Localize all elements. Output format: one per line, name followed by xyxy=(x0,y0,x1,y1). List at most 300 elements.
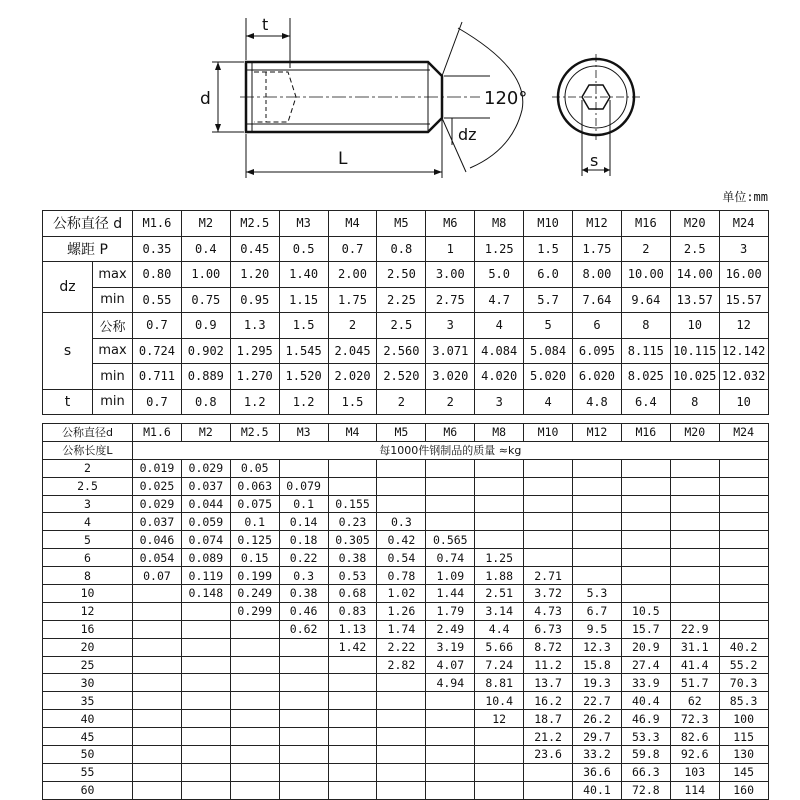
mass-value xyxy=(573,459,622,477)
mass-value: 0.037 xyxy=(181,477,230,495)
spec-cell: 0.5 xyxy=(279,236,328,262)
mass-value: 1.26 xyxy=(377,602,426,620)
mass-value xyxy=(181,728,230,746)
mass-length: 50 xyxy=(43,746,133,764)
mass-value: 0.22 xyxy=(279,549,328,567)
mass-value xyxy=(328,674,377,692)
mass-value xyxy=(279,674,328,692)
mass-row xyxy=(43,585,769,603)
spec-cell: 0.4 xyxy=(181,236,230,262)
spec-cell: 3.00 xyxy=(426,262,475,288)
mass-value: 92.6 xyxy=(670,746,719,764)
mass-row xyxy=(43,602,769,620)
mass-value: 0.063 xyxy=(230,477,279,495)
mass-length: 2 xyxy=(43,459,133,477)
mass-value: 46.9 xyxy=(621,710,670,728)
mass-value: 0.1 xyxy=(279,495,328,513)
mass-value xyxy=(426,763,475,781)
mass-header-row xyxy=(43,424,769,442)
mass-value xyxy=(230,656,279,674)
mass-value xyxy=(377,477,426,495)
mass-row xyxy=(43,477,769,495)
mass-value xyxy=(133,728,182,746)
spec-cell: 0.711 xyxy=(133,364,182,390)
spec-cell: 1.25 xyxy=(475,236,524,262)
dz-min-row xyxy=(43,287,769,313)
mass-value: 1.88 xyxy=(475,567,524,585)
spec-cell: M2 xyxy=(181,211,230,237)
mass-value: 3.14 xyxy=(475,602,524,620)
mass-value: 0.025 xyxy=(133,477,182,495)
mass-value: 0.089 xyxy=(181,549,230,567)
mass-row xyxy=(43,549,769,567)
spec-cell: 3.071 xyxy=(426,338,475,364)
mass-value xyxy=(377,763,426,781)
mass-value xyxy=(573,567,622,585)
mass-value xyxy=(377,781,426,799)
spec-cell: 2 xyxy=(621,236,670,262)
mass-value: 1.02 xyxy=(377,585,426,603)
dz-max-label: max xyxy=(93,262,133,288)
mass-value: 59.8 xyxy=(621,746,670,764)
mass-value: 12 xyxy=(475,710,524,728)
spec-cell: 4.020 xyxy=(475,364,524,390)
set-screw-drawing xyxy=(0,0,800,190)
mass-value xyxy=(328,763,377,781)
spec-cell: 2.5 xyxy=(377,313,426,339)
dz-min-label: min xyxy=(93,287,133,313)
mass-value: 0.74 xyxy=(426,549,475,567)
spec-cell: 5.0 xyxy=(475,262,524,288)
mass-value: 2.82 xyxy=(377,656,426,674)
mass-value xyxy=(426,495,475,513)
spec-cell: 0.35 xyxy=(133,236,182,262)
mass-value xyxy=(133,746,182,764)
pitch-row xyxy=(43,236,769,262)
mass-table xyxy=(42,423,769,800)
spec-cell: 10 xyxy=(719,389,768,415)
mass-value: 21.2 xyxy=(524,728,573,746)
spec-cell: 0.75 xyxy=(181,287,230,313)
spec-cell: 4.084 xyxy=(475,338,524,364)
spec-cell: 0.7 xyxy=(133,389,182,415)
mass-value: 23.6 xyxy=(524,746,573,764)
label-d: d xyxy=(200,89,211,109)
mass-value: 114 xyxy=(670,781,719,799)
mass-length: 30 xyxy=(43,674,133,692)
mass-length: 6 xyxy=(43,549,133,567)
mass-value xyxy=(573,495,622,513)
mass-value xyxy=(230,728,279,746)
spec-header-row xyxy=(43,211,769,237)
mass-value: 53.3 xyxy=(621,728,670,746)
mass-value xyxy=(719,567,768,585)
mass-value xyxy=(279,638,328,656)
spec-cell: 1.270 xyxy=(230,364,279,390)
mass-value xyxy=(133,692,182,710)
mass-value xyxy=(524,459,573,477)
mass-value xyxy=(475,746,524,764)
mass-header-label: 公称直径d xyxy=(43,424,133,442)
mass-value xyxy=(719,513,768,531)
spec-cell: M8 xyxy=(475,211,524,237)
spec-cell: 0.8 xyxy=(181,389,230,415)
mass-caption: 每1000件钢制品的质量 ≈kg xyxy=(133,441,769,459)
s-label: s xyxy=(43,313,93,390)
spec-cell: 0.7 xyxy=(328,236,377,262)
mass-value: 130 xyxy=(719,746,768,764)
spec-cell: 1.295 xyxy=(230,338,279,364)
spec-cell: 1.520 xyxy=(279,364,328,390)
spec-cell: 6.4 xyxy=(621,389,670,415)
mass-value: 1.44 xyxy=(426,585,475,603)
mass-value: 115 xyxy=(719,728,768,746)
mass-value: 9.5 xyxy=(573,620,622,638)
s-max-label: max xyxy=(93,338,133,364)
spec-cell: 1.2 xyxy=(230,389,279,415)
mass-value xyxy=(230,781,279,799)
mass-value: 15.8 xyxy=(573,656,622,674)
mass-value xyxy=(475,728,524,746)
mass-length: 25 xyxy=(43,656,133,674)
mass-value xyxy=(621,513,670,531)
mass-value xyxy=(621,549,670,567)
spec-cell: M3 xyxy=(279,211,328,237)
spec-cell: 5.084 xyxy=(524,338,573,364)
mass-value: 0.46 xyxy=(279,602,328,620)
s-max-row xyxy=(43,338,769,364)
mass-value: 0.199 xyxy=(230,567,279,585)
mass-length: 60 xyxy=(43,781,133,799)
mass-value: 72.3 xyxy=(670,710,719,728)
mass-length: 55 xyxy=(43,763,133,781)
mass-value xyxy=(475,495,524,513)
spec-cell: 0.724 xyxy=(133,338,182,364)
mass-value xyxy=(475,531,524,549)
mass-length: 40 xyxy=(43,710,133,728)
mass-value: 0.18 xyxy=(279,531,328,549)
spec-cell: 6 xyxy=(573,313,622,339)
mass-value: 10.5 xyxy=(621,602,670,620)
mass-value: 5.66 xyxy=(475,638,524,656)
mass-value xyxy=(719,549,768,567)
mass-value xyxy=(181,674,230,692)
mass-value xyxy=(181,620,230,638)
mass-value xyxy=(621,531,670,549)
mass-row xyxy=(43,513,769,531)
spec-cell: 4 xyxy=(524,389,573,415)
mass-value xyxy=(279,728,328,746)
mass-value xyxy=(181,710,230,728)
mass-value xyxy=(524,549,573,567)
mass-value: 1.74 xyxy=(377,620,426,638)
mass-value xyxy=(230,710,279,728)
spec-cell: M24 xyxy=(719,211,768,237)
spec-header-label: 公称直径 d xyxy=(43,211,133,237)
mass-value: 3.19 xyxy=(426,638,475,656)
mass-value: 4.07 xyxy=(426,656,475,674)
mass-value xyxy=(328,459,377,477)
mass-value xyxy=(573,549,622,567)
mass-value: 40.4 xyxy=(621,692,670,710)
mass-value xyxy=(328,710,377,728)
spec-cell: 2.520 xyxy=(377,364,426,390)
mass-value: 0.029 xyxy=(181,459,230,477)
spec-cell: 8 xyxy=(670,389,719,415)
s-min-label: min xyxy=(93,364,133,390)
mass-value: 10.4 xyxy=(475,692,524,710)
mass-value xyxy=(719,477,768,495)
spec-cell: 2.045 xyxy=(328,338,377,364)
mass-value: 0.037 xyxy=(133,513,182,531)
mass-value: 103 xyxy=(670,763,719,781)
mass-row xyxy=(43,674,769,692)
mass-size: M1.6 xyxy=(133,424,182,442)
spec-cell: 10.115 xyxy=(670,338,719,364)
mass-value: 19.3 xyxy=(573,674,622,692)
mass-value xyxy=(719,459,768,477)
mass-value: 0.125 xyxy=(230,531,279,549)
mass-size: M3 xyxy=(279,424,328,442)
mass-value: 0.38 xyxy=(328,549,377,567)
mass-row xyxy=(43,763,769,781)
mass-value: 0.119 xyxy=(181,567,230,585)
mass-value: 33.9 xyxy=(621,674,670,692)
spec-cell: M12 xyxy=(573,211,622,237)
mass-value: 5.3 xyxy=(573,585,622,603)
spec-cell: 2.75 xyxy=(426,287,475,313)
spec-cell: 1.5 xyxy=(328,389,377,415)
mass-value xyxy=(426,692,475,710)
spec-cell: 3.020 xyxy=(426,364,475,390)
mass-value xyxy=(279,763,328,781)
mass-value xyxy=(670,495,719,513)
spec-cell: 5.7 xyxy=(524,287,573,313)
spec-cell: 15.57 xyxy=(719,287,768,313)
mass-value: 0.78 xyxy=(377,567,426,585)
mass-value: 4.4 xyxy=(475,620,524,638)
mass-value: 145 xyxy=(719,763,768,781)
spec-cell: 1.00 xyxy=(181,262,230,288)
mass-value xyxy=(426,710,475,728)
pitch-label: 螺距 P xyxy=(43,236,133,262)
mass-value: 0.075 xyxy=(230,495,279,513)
mass-value: 13.7 xyxy=(524,674,573,692)
mass-value: 70.3 xyxy=(719,674,768,692)
mass-value xyxy=(524,513,573,531)
mass-value xyxy=(377,728,426,746)
mass-length: 45 xyxy=(43,728,133,746)
t-min-row xyxy=(43,389,769,415)
spec-cell: 4.8 xyxy=(573,389,622,415)
spec-table xyxy=(42,210,769,415)
mass-size: M8 xyxy=(475,424,524,442)
mass-value: 0.15 xyxy=(230,549,279,567)
mass-value xyxy=(670,531,719,549)
spec-cell: 1.40 xyxy=(279,262,328,288)
mass-value: 62 xyxy=(670,692,719,710)
spec-cell: 12.032 xyxy=(719,364,768,390)
mass-value xyxy=(426,728,475,746)
spec-cell: 4 xyxy=(475,313,524,339)
spec-cell: 8.115 xyxy=(621,338,670,364)
mass-value: 0.3 xyxy=(377,513,426,531)
mass-value: 31.1 xyxy=(670,638,719,656)
mass-value: 8.81 xyxy=(475,674,524,692)
mass-value: 0.14 xyxy=(279,513,328,531)
mass-value xyxy=(524,531,573,549)
spec-cell: 10.025 xyxy=(670,364,719,390)
mass-value xyxy=(719,495,768,513)
mass-value: 1.25 xyxy=(475,549,524,567)
mass-value xyxy=(377,674,426,692)
spec-cell: M1.6 xyxy=(133,211,182,237)
mass-value: 0.54 xyxy=(377,549,426,567)
spec-cell: M6 xyxy=(426,211,475,237)
mass-value xyxy=(230,674,279,692)
mass-row xyxy=(43,692,769,710)
label-s: s xyxy=(590,151,599,170)
spec-cell: 5 xyxy=(524,313,573,339)
spec-cell: 13.57 xyxy=(670,287,719,313)
mass-value: 2.51 xyxy=(475,585,524,603)
mass-value xyxy=(475,477,524,495)
spec-cell: 1.5 xyxy=(279,313,328,339)
mass-value xyxy=(621,477,670,495)
mass-value xyxy=(133,602,182,620)
spec-cell: M20 xyxy=(670,211,719,237)
mass-value xyxy=(279,656,328,674)
mass-value: 82.6 xyxy=(670,728,719,746)
mass-value: 72.8 xyxy=(621,781,670,799)
mass-value: 0.079 xyxy=(279,477,328,495)
mass-value: 0.38 xyxy=(279,585,328,603)
mass-value xyxy=(524,477,573,495)
mass-value: 0.019 xyxy=(133,459,182,477)
spec-cell: 0.902 xyxy=(181,338,230,364)
mass-size: M16 xyxy=(621,424,670,442)
mass-value xyxy=(133,656,182,674)
mass-value: 160 xyxy=(719,781,768,799)
mass-value: 0.148 xyxy=(181,585,230,603)
mass-value xyxy=(328,746,377,764)
mass-value: 0.1 xyxy=(230,513,279,531)
mass-size: M5 xyxy=(377,424,426,442)
mass-caption-row xyxy=(43,441,769,459)
spec-cell: 6.020 xyxy=(573,364,622,390)
spec-cell: 2.560 xyxy=(377,338,426,364)
spec-cell: 7.64 xyxy=(573,287,622,313)
spec-cell: 6.095 xyxy=(573,338,622,364)
mass-value xyxy=(133,781,182,799)
mass-value xyxy=(230,620,279,638)
spec-cell: 4.7 xyxy=(475,287,524,313)
mass-value: 22.9 xyxy=(670,620,719,638)
mass-value xyxy=(133,710,182,728)
mass-value: 100 xyxy=(719,710,768,728)
mass-value: 1.13 xyxy=(328,620,377,638)
mass-value: 4.73 xyxy=(524,602,573,620)
mass-value xyxy=(670,585,719,603)
spec-cell: 10 xyxy=(670,313,719,339)
mass-value: 0.029 xyxy=(133,495,182,513)
mass-value xyxy=(230,746,279,764)
mass-value xyxy=(670,602,719,620)
mass-size: M12 xyxy=(573,424,622,442)
spec-cell: 2.5 xyxy=(670,236,719,262)
mass-value xyxy=(279,710,328,728)
mass-size: M2 xyxy=(181,424,230,442)
label-angle: 120° xyxy=(484,88,528,109)
mass-value: 33.2 xyxy=(573,746,622,764)
mass-value xyxy=(133,585,182,603)
mass-value xyxy=(328,692,377,710)
spec-cell: 1.545 xyxy=(279,338,328,364)
mass-value: 0.83 xyxy=(328,602,377,620)
mass-value xyxy=(230,638,279,656)
mass-value: 0.62 xyxy=(279,620,328,638)
mass-value xyxy=(621,495,670,513)
mass-value xyxy=(475,763,524,781)
mass-value: 0.059 xyxy=(181,513,230,531)
length-label: 公称长度L xyxy=(43,441,133,459)
spec-cell: 0.80 xyxy=(133,262,182,288)
mass-value xyxy=(426,477,475,495)
mass-value: 0.68 xyxy=(328,585,377,603)
spec-cell: 12.142 xyxy=(719,338,768,364)
mass-value xyxy=(670,477,719,495)
mass-value xyxy=(133,674,182,692)
mass-size: M10 xyxy=(524,424,573,442)
spec-cell: 0.8 xyxy=(377,236,426,262)
spec-cell: M16 xyxy=(621,211,670,237)
mass-value xyxy=(181,746,230,764)
mass-value: 40.1 xyxy=(573,781,622,799)
mass-length: 5 xyxy=(43,531,133,549)
mass-length: 35 xyxy=(43,692,133,710)
mass-row xyxy=(43,746,769,764)
spec-cell: 12 xyxy=(719,313,768,339)
mass-value xyxy=(181,602,230,620)
mass-value: 18.7 xyxy=(524,710,573,728)
mass-row xyxy=(43,638,769,656)
spec-cell: 5.020 xyxy=(524,364,573,390)
unit-note: 单位:mm xyxy=(722,190,768,204)
mass-value xyxy=(133,638,182,656)
mass-value xyxy=(279,692,328,710)
mass-value xyxy=(524,781,573,799)
mass-value xyxy=(279,459,328,477)
mass-length: 12 xyxy=(43,602,133,620)
mass-value xyxy=(719,602,768,620)
spec-cell: 2.25 xyxy=(377,287,426,313)
mass-value: 22.7 xyxy=(573,692,622,710)
mass-value: 29.7 xyxy=(573,728,622,746)
spec-cell: 2 xyxy=(328,313,377,339)
spec-cell: 0.45 xyxy=(230,236,279,262)
spec-cell: 2 xyxy=(377,389,426,415)
mass-row xyxy=(43,459,769,477)
label-dz: dz xyxy=(458,125,477,144)
mass-value: 11.2 xyxy=(524,656,573,674)
mass-value xyxy=(621,459,670,477)
mass-value: 6.73 xyxy=(524,620,573,638)
mass-value: 40.2 xyxy=(719,638,768,656)
mass-value: 0.155 xyxy=(328,495,377,513)
mass-value xyxy=(719,531,768,549)
spec-cell: 1 xyxy=(426,236,475,262)
mass-value: 3.72 xyxy=(524,585,573,603)
